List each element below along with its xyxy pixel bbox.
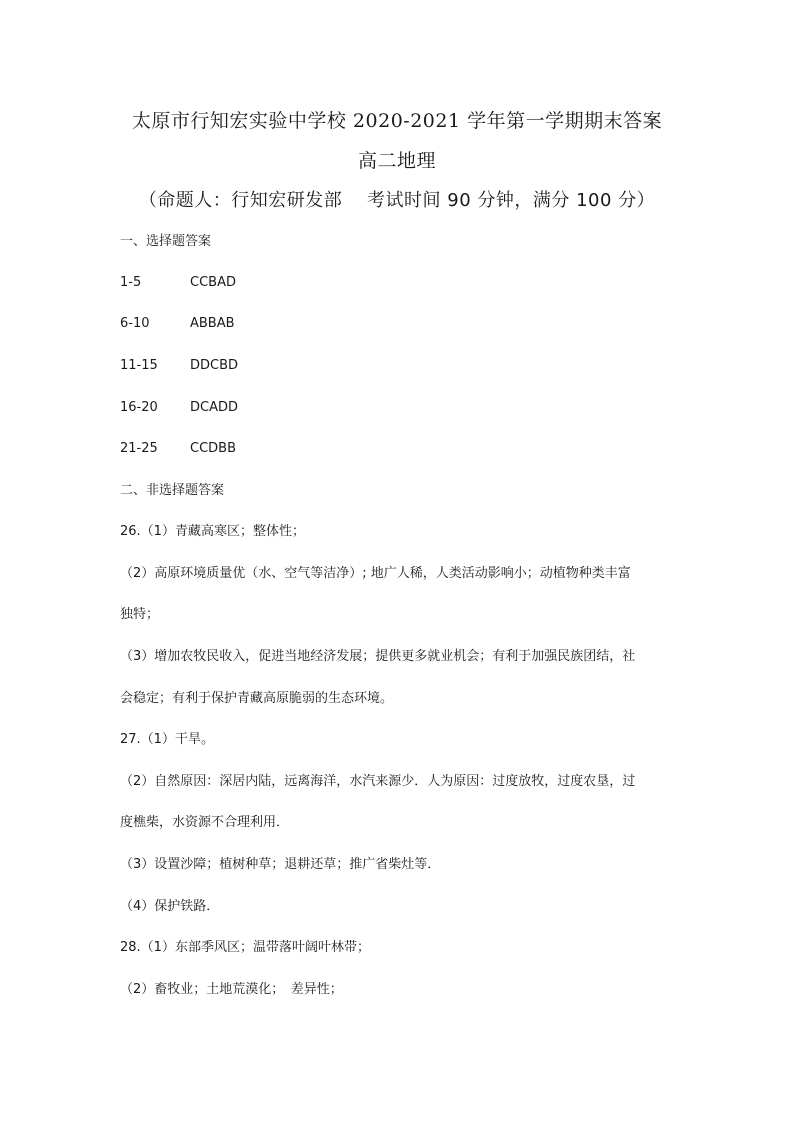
answer-line: （3）设置沙障；植树种草；退耕还草；推广省柴灶等． xyxy=(120,857,441,872)
answer-line: 27.（1）干旱。 xyxy=(120,732,214,747)
section-heading-nonchoice: 二、非选择题答案 xyxy=(120,483,225,498)
answer-line: 28.（1）东部季风区；温带落叶阔叶林带； xyxy=(120,940,370,955)
answer-line: （2）畜牧业；土地荒漠化； 差异性； xyxy=(120,982,343,997)
answer-line: 26.（1）青藏高寒区；整体性； xyxy=(120,524,305,539)
document-title: 太原市行知宏实验中学校 2020-2021 学年第一学期期末答案 xyxy=(131,110,663,132)
answer-letters: CCDBB xyxy=(190,441,237,456)
answer-line: （2）自然原因：深居内陆，远离海洋，水汽来源少．人为原因：过度放牧，过度农垦，过 xyxy=(120,774,636,789)
answer-letters: DDCBD xyxy=(190,358,239,373)
answer-letters: CCBAD xyxy=(190,275,236,290)
answer-letters: ABBAB xyxy=(190,316,235,331)
question-range: 6-10 xyxy=(120,316,150,331)
answer-line: 会稳定；有利于保护青藏高原脆弱的生态环境。 xyxy=(120,691,394,706)
subject-title: 高二地理 xyxy=(357,150,436,172)
answer-letters: DCADD xyxy=(190,400,239,415)
question-range: 16-20 xyxy=(120,400,158,415)
question-range: 21-25 xyxy=(120,441,158,456)
answer-line: 度樵柴，水资源不合理利用． xyxy=(120,815,290,830)
answer-line: 独特； xyxy=(120,607,160,622)
question-range: 11-15 xyxy=(120,358,158,373)
answer-line: （2）高原环境质量优（水、空气等洁净）; 地广人稀，人类活动影响小；动植物种类丰富 xyxy=(120,566,631,581)
answer-line: （3）增加农牧民收入，促进当地经济发展；提供更多就业机会；有利于加强民族团结，社 xyxy=(120,649,636,664)
answer-line: （4）保护铁路． xyxy=(120,899,220,914)
question-range: 1-5 xyxy=(120,275,142,290)
exam-info: （命题人：行知宏研发部 考试时间 90 分钟，满分 100 分） xyxy=(138,190,656,211)
section-heading-choice: 一、选择题答案 xyxy=(120,234,212,249)
